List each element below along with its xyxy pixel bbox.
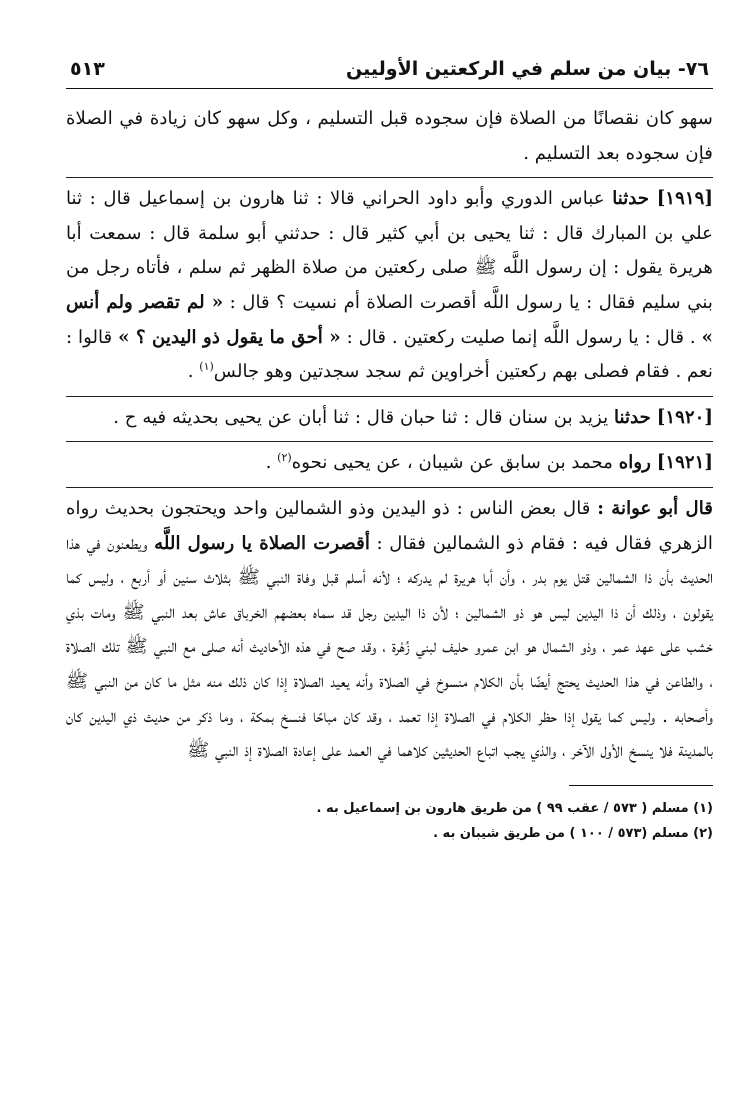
- text-run: يزيد بن سنان قال : ثنا حبان قال : ثنا أبان عن يحيى بحديثه فيه ح .: [113, 406, 609, 428]
- hadith-1920: [66, 396, 713, 436]
- text-run: قال بعض الناس : ذو اليدين وذو الشمالين واحد ويحتجون بحديث رواه الزهري فقال فيه : فقام ذو الشمالين فقال :: [66, 497, 713, 554]
- text-run: عباس الدوري وأبو داود الحراني قالا : ثنا هارون بن إسماعيل قال : ثنا علي بن المبارك قال : ثنا يحيى بن أبي كثير قال : حدثني أبو سلمة قال : سمعت أبا هريرة يقول : إن رسول اللَّه ﷺ صلى ركعتين من صلاة الظهر ثم سلم ، فأتاه رجل من بني سليم فقال : يا رسول اللَّه أقصرت الصلاة أم نسيت ؟ قال :: [66, 188, 713, 313]
- text-run: سهو كان نقصانًا من الصلاة فإن سجوده قبل التسليم ، وكل سهو كان زيادة في الصلاة فإن سجوده بعد التسليم .: [66, 108, 713, 164]
- hadith-1919: [١٩١٩] حدثنا عباس الدوري وأبو داود الحراني قالا : ثنا هارون بن إسماعيل قال : ثنا علي بن المبارك قال : ثنا يحيى بن أبي كثير قال : حدثني أبو سلمة قال : سمعت أبا هريرة يقول : إن رسول اللَّه ﷺ صلى ركعتين من صلاة الظهر ثم سلم ، فأتاه رجل من بني سليم فقال : يا رسول اللَّه أقصرت الصلاة أم نسيت ؟ قال : « لم تقصر ولم أنس » . قال : يا رسول اللَّه إنما صليت ركعتين . قال : « أحق ما يقول ذو اليدين ؟ » قالوا : نعم . فقام فصلى بهم ركعتين أخراوين ثم سجد سجدتين وهو جالس$^{(١)}$ .: [66, 177, 713, 390]
- commentary-lead: قال أبو عوانة :: [597, 497, 713, 519]
- hadith-number: [١٩٢٠]: [656, 406, 713, 428]
- quote-bold: أقصرت الصلاة يا رسول اللَّه: [154, 532, 370, 554]
- text-run: . قال : يا رسول اللَّه إنما صليت ركعتين . قال :: [346, 326, 696, 348]
- text-run: قالوا : نعم . فقام فصلى بهم ركعتين أخراوين ثم سجد سجدتين وهو جالس: [66, 326, 713, 383]
- footnote-2: (٢) مسلم (٥٧٣ / ١٠٠ ) من طريق شيبان به .: [433, 825, 713, 841]
- page-number: ٥١٣: [70, 58, 105, 80]
- footnote-ref: (٢): [277, 451, 292, 465]
- text-run: ويطعنون في هذا الحديث بأن ذا الشمالين قتل يوم بدر ، وأن أبا هريرة لم يدركه ؛ لأنه أسلم قبل وفاة النبي ﷺ بثلاث سنين أو أربع ، وليس كما يقولون ، وذلك أن ذا اليدين ليس هو ذو الشمالين ؛ لأن ذا اليدين رجل قد سماه بعضهم الخرباق عاش بعد النبي ﷺ ومات بذي خشب على عهد عمر ، وذو الشمال هو ابن عمرو حليف لبني زُهْرة ، وقد صح في هذه الأحاديث أنه صلى مع النبي ﷺ تلك الصلاة ، والطاعن في هذا الحديث يحتج أيضًا بأن الكلام منسوخ في الصلاة وأنه يعيد الصلاة إذا كان ذلك منه مثل ما كان من النبي ﷺ وأصحابه . وليس كما يقول إذا حظر الكلام في الصلاة إذا تعمد ، وقد كان مباحًا فنسخ بمكة ، وما ذكر من حديث ذي اليدين كان بالمدينة فلا ينسخ الأول الآخر ، والذي يجب اتباع الحديثين كلاهما في العمد على إعادة الصلاة إذ النبي ﷺ: [66, 532, 713, 762]
- quote-bold: « لم تقصر ولم أنس »: [66, 291, 713, 348]
- hadith-lead: رواه: [618, 452, 651, 474]
- document-page: [66, 58, 713, 846]
- footnote-divider: [569, 785, 713, 786]
- chapter-title: ٧٦- بيان من سلم في الركعتين الأوليين: [346, 58, 709, 80]
- paragraph-continuation: [66, 102, 713, 171]
- hadith-number: [١٩١٩]: [656, 188, 713, 210]
- hadith-1921: [١٩٢١] رواه محمد بن سابق عن شيبان ، عن يحيى نحوه$^{(٢)}$ .: [66, 441, 713, 481]
- footnote-ref: (١): [199, 360, 214, 374]
- quote-bold: « أحق ما يقول ذو اليدين ؟ »: [118, 326, 341, 348]
- footnote-1: (١) مسلم ( ٥٧٣ / عقب ٩٩ ) من طريق هارون بن إسماعيل به .: [316, 800, 713, 816]
- text-run: محمد بن سابق عن شيبان ، عن يحيى نحوه: [291, 452, 613, 474]
- commentary: [66, 487, 713, 769]
- hadith-number: [١٩٢١]: [656, 452, 713, 474]
- footnotes: [66, 796, 713, 846]
- running-header: [66, 58, 713, 89]
- hadith-lead: حدثنا: [614, 406, 651, 428]
- hadith-lead: حدثنا: [612, 188, 650, 210]
- main-text: [66, 102, 713, 769]
